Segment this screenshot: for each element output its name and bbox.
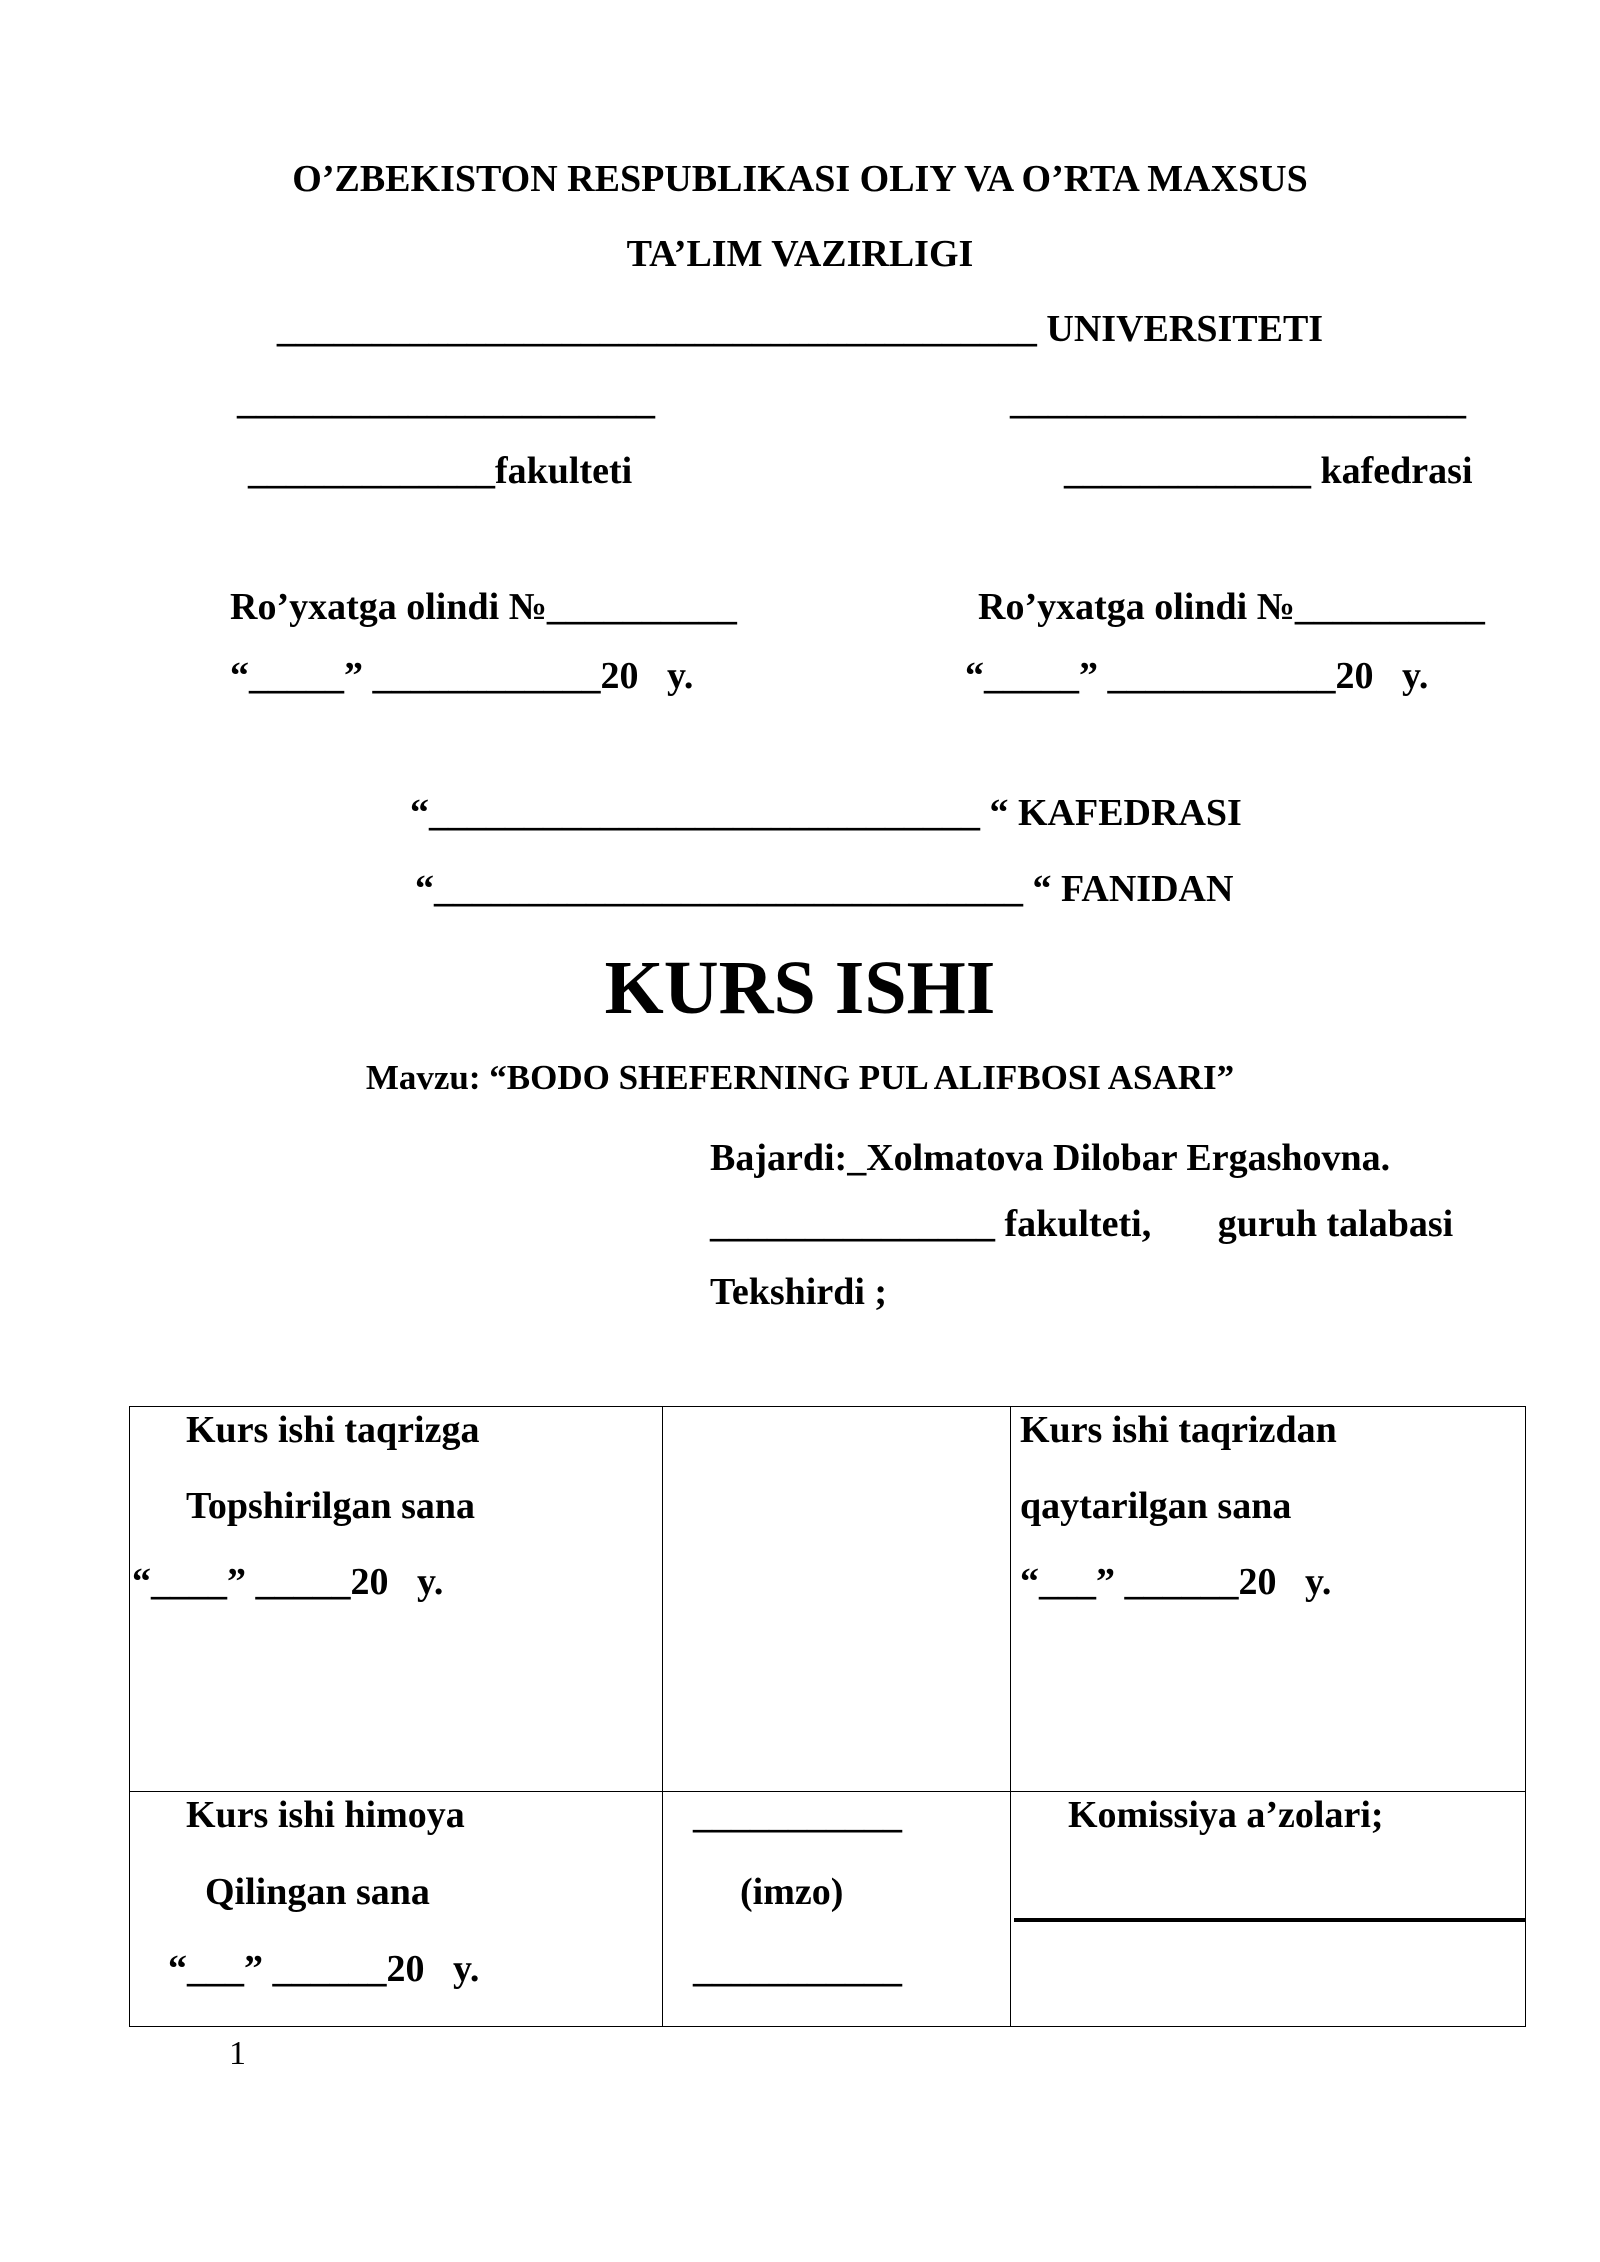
checked-by-line: Tekshirdi ;	[710, 1271, 888, 1313]
faculty-group-line: _______________ fakulteti, guruh talabasi	[710, 1203, 1454, 1245]
registration-right-number: Ro’yxatga olindi №__________	[978, 586, 1485, 628]
done-by-line: Bajardi:_Xolmatova Dilobar Ergashovna.	[710, 1137, 1391, 1179]
registration-right-date: “_____” ____________20 y.	[965, 655, 1429, 697]
ministry-title-line2: TA’LIM VAZIRLIGI	[626, 233, 974, 275]
faculty-line: _____________fakulteti	[248, 450, 633, 492]
defense-label-1: Kurs ishi himoya	[186, 1794, 465, 1836]
signature-line-bottom: ___________	[693, 1948, 902, 1990]
signature-caption: (imzo)	[740, 1871, 844, 1913]
ministry-title-line1: O’ZBEKISTON RESPUBLIKASI OLIY VA O’RTA MAXSUS	[292, 158, 1308, 200]
commission-signature-line	[1014, 1918, 1526, 1922]
review-submit-label-2: Topshirilgan sana	[186, 1485, 476, 1527]
review-submit-label-1: Kurs ishi taqrizga	[186, 1409, 480, 1451]
page-number: 1	[229, 2035, 246, 2072]
registration-left-date: “_____” ____________20 y.	[230, 655, 694, 697]
defense-label-2: Qilingan sana	[205, 1871, 430, 1913]
department-line: _____________ kafedrasi	[1064, 450, 1473, 492]
university-line: ________________________________________ UNIVERSITETI	[276, 308, 1324, 350]
blank-left: ______________________	[237, 380, 655, 422]
table-divider-2	[1010, 1406, 1011, 2027]
document-title: KURS ISHI	[604, 946, 996, 1030]
topic-line: Mavzu: “BODO SHEFERNING PUL ALIFBOSI ASARI”	[365, 1058, 1235, 1097]
table-row-divider	[129, 1791, 1526, 1792]
review-return-label-2: qaytarilgan sana	[1020, 1485, 1292, 1527]
review-submit-date: “____” _____20 y.	[132, 1561, 444, 1603]
signature-line-top: ___________	[693, 1794, 902, 1836]
review-return-label-1: Kurs ishi taqrizdan	[1020, 1409, 1337, 1451]
commission-members-label: Komissiya a’zolari;	[1068, 1794, 1384, 1836]
kafedrasi-line: “_____________________________ “ KAFEDRASI	[410, 792, 1242, 834]
review-return-date: “___” ______20 y.	[1020, 1561, 1332, 1603]
blank-right: ________________________	[1010, 380, 1466, 422]
table-divider-1	[662, 1406, 663, 2027]
registration-left-number: Ro’yxatga olindi №__________	[230, 586, 737, 628]
fanidan-line: “_______________________________ “ FANIDAN	[415, 868, 1234, 910]
defense-date: “___” ______20 y.	[168, 1948, 480, 1990]
